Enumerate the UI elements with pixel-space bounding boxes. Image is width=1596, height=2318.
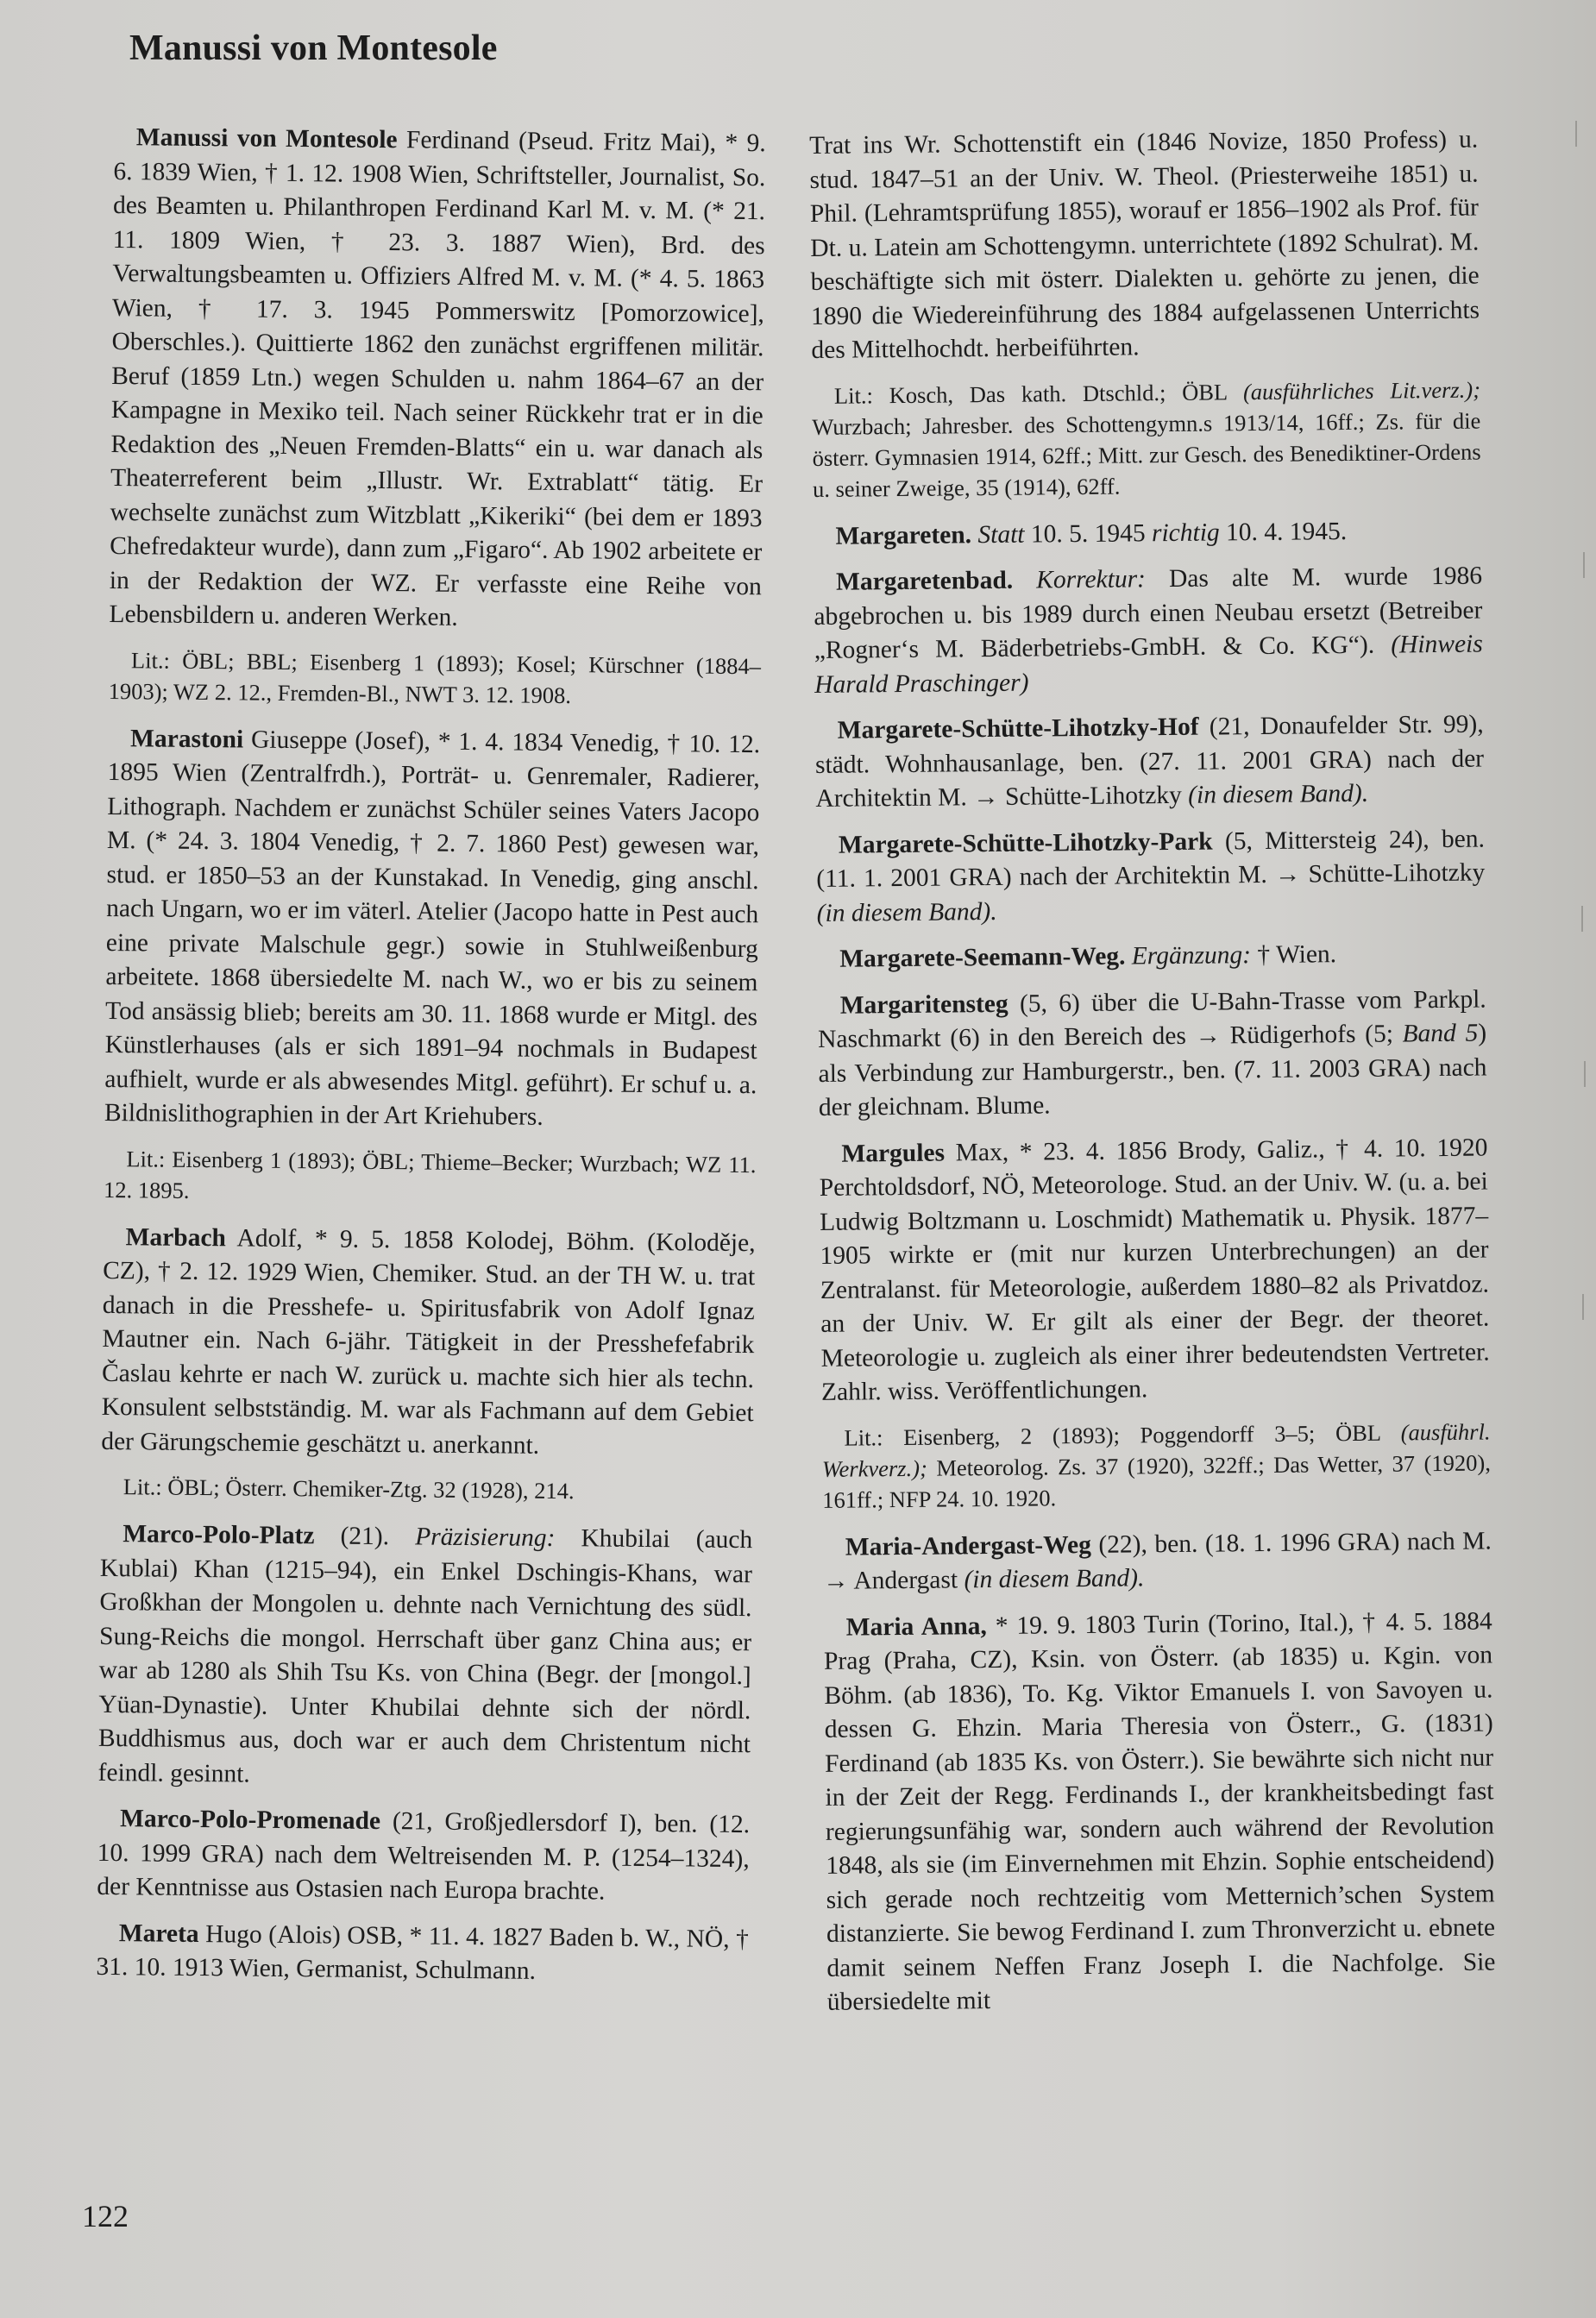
entry-italic-text: (ausführliches Lit.verz.); xyxy=(1242,376,1481,405)
lexicon-entry xyxy=(819,1131,1490,1410)
literature-note xyxy=(101,1471,753,1508)
entry-text: Lit.: Kosch, Das kath. Dtschld.; ÖBL xyxy=(833,378,1244,409)
entry-italic-text: Präzisierung: xyxy=(414,1523,556,1552)
entry-headword: Margaritensteg xyxy=(839,989,1008,1020)
entry-text: (21, Großjedlersdorf I), ben. (12. 10. 1999 GRA) nach dem Weltreisenden M. P. (1254–1324), der Kenntnisse aus Ostasien nach Europa brachte. xyxy=(97,1807,751,1906)
entry-headword: Marbach xyxy=(125,1222,227,1252)
entry-headword: Margarete-Schütte-Lihotzky-Park xyxy=(838,827,1213,859)
entry-text: Ferdinand (Pseud. Fritz Mai), * 9. 6. 1839 Wien, † 1. 12. 1908 Wien, Schriftsteller, Journalist, So. des Beamten u. Philanthropen Ferdinand Karl M. v. M. (* 21. 11. 1809 Wien, † 23. 3. 1887 Wien), Brd. des Verwaltungsbeamten u. Offiziers Alfred M. v. M. (* 4. 5. 1863 Wien, † 17. 3. 1945 Pommerswitz [Pomorzowice], Oberschles.). Quittierte 1862 den zunächst ergriffenen militär. Beruf (1859 Ltn.) wegen Schulden u. nahm 1864–67 an der Kampagne in Mexiko teil. Nach seiner Rückkehr trat er in die Redaktion des „Neuen Fremden-Blatts“ ein u. war danach als Theaterreferent beim „Illustr. Wr. Extrablatt“ tätig. Er wechselte zunächst zum Witzblatt „Kikeriki“ (bei dem er 1893 Chefredakteur wurde), dann zum „Figaro“. Ab 1902 arbeitete er in der Redaktion der WZ. Er verfasste eine Reihe von Lebensbildern u. anderen Werken. xyxy=(109,126,766,631)
entry-text: Das alte M. wurde 1986 abgebrochen u. bis 1989 durch einen Neubau ersetzt (Betreiber „Rogner‘s M. Bäderbetriebs-GmbH. & Co. KG“). xyxy=(814,562,1483,664)
entry-italic-text: (ausführl. Werkverz.); xyxy=(821,1417,1491,1482)
running-header: Manussi von Montesole xyxy=(129,28,498,68)
lexicon-entry xyxy=(816,822,1486,931)
literature-note xyxy=(821,1416,1491,1515)
entry-text: Max, * 23. 4. 1856 Brody, Galiz., † 4. 10. 1920 Perchtoldsdorf, NÖ, Meteorologe. Stud. an der Univ. W. (u. a. bei Ludwig Boltzmann u. Loschmidt) Mathematik u. Physik. 1877–1905 wirkte er (mit nur kurzen Unterbrechungen) an der Zentralanst. für Meteorologie, außerdem 1880–82 als Privatdoz. an der Univ. W. Er gilt als einer der Begr. der theoret. Meteorologie u. zugleich als einer ihrer bedeutendsten Vertreter. Zahlr. wiss. Veröffentlichungen. xyxy=(819,1134,1490,1406)
entry-headword: Margules xyxy=(841,1139,946,1168)
entry-text: Lit.: Eisenberg, 2 (1893); Poggendorff 3–5; ÖBL xyxy=(844,1418,1401,1451)
entry-italic-text: (Hinweis Harald Praschinger) xyxy=(814,630,1483,699)
lexicon-entry xyxy=(97,1802,750,1911)
lexicon-entry xyxy=(818,983,1487,1125)
entry-italic-text: (in diesem Band). xyxy=(964,1564,1145,1594)
entry-headword: Maria Anna, xyxy=(845,1611,988,1642)
entry-text: Lit.: ÖBL; Österr. Chemiker-Ztg. 32 (1928), 214. xyxy=(123,1473,575,1505)
entry-headword: Maria-Andergast-Weg xyxy=(845,1530,1092,1561)
entry-text: Trat ins Wr. Schottenstift ein (1846 Novize, 1850 Profess) u. stud. 1847–51 an der Univ. W. Theol. (Priesterweihe 1851) u. Phil. (Lehramtsprüfung 1855), worauf er 1856–1902 als Prof. für Dt. u. Latein am Schottengymn. unterrichtete (1892 Schulrat). M. beschäftigte sich mit österr. Dialekten u. gehörte zu jenen, die 1890 die Wiedereinführung des 1884 aufgelassenen Unterrichts des Mittelhochdt. herbeiführten. xyxy=(809,125,1480,364)
entry-text: 10. 5. 1945 xyxy=(1024,518,1153,549)
lexicon-entry xyxy=(97,1517,752,1796)
literature-note xyxy=(108,644,761,712)
entry-text: Adolf, * 9. 5. 1858 Kolodej, Böhm. (Koloděje, CZ), † 2. 12. 1929 Wien, Chemiker. Stud. an der TH W. u. trat danach in die Presshefe- u. Spiritusfabrik von Adolf Ignaz Mautner ein. Nach 6-jähr. Tätigkeit in der Presshefefabrik Časlau kehrte er nach W. zurück u. machte sich hier als techn. Konsulent selbstständig. M. war als Fachmann auf dem Gebiet der Gärungschemie geschätzt u. anerkannt. xyxy=(101,1223,756,1460)
margin-mark xyxy=(1584,1061,1586,1087)
entry-headword: Margareten. xyxy=(835,520,972,550)
entry-text: Lit.: ÖBL; BBL; Eisenberg 1 (1893); Kosel; Kürschner (1884–1903); WZ 2. 12., Fremden-Bl., NWT 3. 12. 1908. xyxy=(108,646,762,708)
left-column xyxy=(96,121,766,2003)
entry-italic-text: Band 5 xyxy=(1402,1019,1479,1048)
entry-headword: Marco-Polo-Promenade xyxy=(119,1805,381,1836)
entry-headword: Manussi von Montesole xyxy=(135,123,398,154)
page-number: 122 xyxy=(82,2199,129,2233)
entry-text: * 19. 9. 1803 Turin (Torino, Ital.), † 4. 5. 1884 Prag (Praha, CZ), Ksin. von Österr. (ab 1835) u. Kgin. von Böhm. (ab 1836), To. Kg. Viktor Emanuels I. von Savoyen u. dessen G. Ehzin. Maria Theresia von Österr., G. (1831) Ferdinand (ab 1835 Ks. von Österr.). Sie bewährte sich nicht nur in der Zeit der Regg. Ferdinands I., der krankheitsbedingt fast regierungsunfähig war, sondern auch während der Revolution 1848, als sie (im Einvernehmen mit Ehzin. Sophie entscheidend) sich gerade noch rechtzeitig vom Metternich’schen System distanzierte. Sie bewog Ferdinand I. zum Thronverzicht u. ebnete damit seinem Neffen Franz Joseph I. die Nachfolge. Sie übersiedelte mit xyxy=(823,1606,1496,2016)
margin-mark xyxy=(1575,121,1577,147)
entry-headword: Marastoni xyxy=(129,724,244,753)
entry-headword: Margaretenbad. xyxy=(835,566,1014,596)
entry-text: Wurzbach; Jahresber. des Schottengymn.s 1913/14, 16ff.; Zs. für die österr. Gymnasien 1914, 62ff.; Mitt. zur Gesch. des Benediktiner-Ordens u. seiner Zweige, 35 (1914), 62ff. xyxy=(812,407,1481,502)
entry-text: † Wien. xyxy=(1250,940,1337,970)
right-column xyxy=(809,123,1496,2032)
entry-text xyxy=(1013,566,1036,594)
entry-text: Lit.: Eisenberg 1 (1893); ÖBL; Thieme–Becker; Wurzbach; WZ 11. 12. 1895. xyxy=(103,1145,757,1203)
entry-text: (22), ben. (18. 1. 1996 GRA) nach M. → Andergast xyxy=(823,1526,1492,1595)
margin-mark xyxy=(1581,906,1583,932)
entry-italic-text: Korrektur: xyxy=(1036,565,1147,594)
lexicon-entry xyxy=(815,708,1485,817)
lexicon-entry xyxy=(809,123,1480,368)
lexicon-entry xyxy=(813,513,1481,554)
entry-italic-text: Statt xyxy=(977,520,1025,549)
entry-text: ) als Verbindung zur Hamburgerstr., ben. (7. 11. 2003 GRA) nach der gleichnam. Blume. xyxy=(818,1019,1487,1121)
entry-headword: Margarete-Seemann-Weg. xyxy=(839,942,1126,973)
lexicon-entry xyxy=(101,1220,756,1465)
literature-note xyxy=(812,374,1481,504)
lexicon-entry xyxy=(823,1524,1492,1599)
entry-text: Hugo (Alois) OSB, * 11. 4. 1827 Baden b. W., NÖ, † 31. 10. 1913 Wien, Germanist, Schulmann. xyxy=(96,1919,749,1985)
entry-text: (21, Donaufelder Str. 99), städt. Wohnhausanlage, ben. (27. 11. 2001 GRA) nach der Architektin M. → Schütte-Lihotzky xyxy=(814,710,1485,813)
lexicon-entry xyxy=(109,121,766,638)
literature-note xyxy=(104,1142,757,1210)
entry-headword: Margarete-Schütte-Lihotzky-Hof xyxy=(837,713,1199,744)
entry-text: 10. 4. 1945. xyxy=(1219,517,1348,546)
entry-text: (5, Mittersteig 24), ben. (11. 1. 2001 GRA) nach der Architektin M. → Schütte-Lihotzky xyxy=(816,825,1486,893)
entry-headword: Mareta xyxy=(118,1919,199,1948)
margin-mark xyxy=(1583,552,1585,578)
entry-headword: Marco-Polo-Platz xyxy=(123,1520,315,1550)
entry-italic-text: (in diesem Band). xyxy=(816,897,997,927)
entry-italic-text: richtig xyxy=(1151,518,1220,547)
entry-italic-text: Ergänzung: xyxy=(1131,941,1252,971)
lexicon-entry xyxy=(823,1605,1496,2020)
lexicon-entry xyxy=(817,937,1486,977)
lexicon-entry xyxy=(104,721,761,1136)
entry-text: Giuseppe (Josef), * 1. 4. 1834 Venedig, † 10. 12. 1895 Wien (Zentralfrdh.), Porträt- u. Genremaler, Radierer, Lithograph. Nachdem er zunächst Schüler seines Vaters Jacopo M. (* 24. 3. 1804 Venedig, † 2. 7. 1860 Pest) gewesen war, stud. er 1850–53 an der Kunstakad. In Venedig, ging anschl. nach Ungarn, wo er im väterl. Atelier (Jacopo hatte in Pest auch eine private Malschule gegr.) sowie in Stuhlweißenburg arbeitete. 1868 übersiedelte M. nach W., wo er bis zu seinem Tod ansässig blieb; bereits am 30. 11. 1868 wurde er Mitgl. des Künstlerhauses (als er sich 1891–94 nochmals in Budapest aufhielt, wurde er als abwesendes Mitgl. geführt). Er schuf u. a. Bildnislithographien in der Art Kriehubers. xyxy=(104,725,761,1131)
entry-text: (21). xyxy=(314,1522,416,1551)
lexicon-entry xyxy=(814,560,1483,702)
entry-text: (5, 6) über die U-Bahn-Trasse vom Parkpl. Naschmarkt (6) in den Bereich des → Rüdigerhofs (5; xyxy=(817,985,1486,1053)
lexicon-entry xyxy=(96,1916,749,1990)
entry-text: Meteorolog. Zs. 37 (1920), 322ff.; Das Wetter, 37 (1920), 161ff.; NFP 24. 10. 1920. xyxy=(822,1448,1492,1513)
margin-mark xyxy=(1582,1294,1584,1320)
entry-italic-text: (in diesem Band). xyxy=(1188,779,1369,809)
entry-text: Khubilai (auch Kublai) Khan (1215–94), ein Enkel Dschingis-Khans, war Großkhan der Mongolen u. dehnte nach Vernichtung des südl. Sung-Reichs die mongol. Herrschaft über ganz China aus; er war ab 1280 als Shih Tsu Ks. von China (Begr. der [mongol.] Yüan-Dynastie). Unter Khubilai dehnte sich der nördl. Buddhismus aus, doch war er auch dem Christentum nicht feindl. gesinnt. xyxy=(97,1523,753,1788)
